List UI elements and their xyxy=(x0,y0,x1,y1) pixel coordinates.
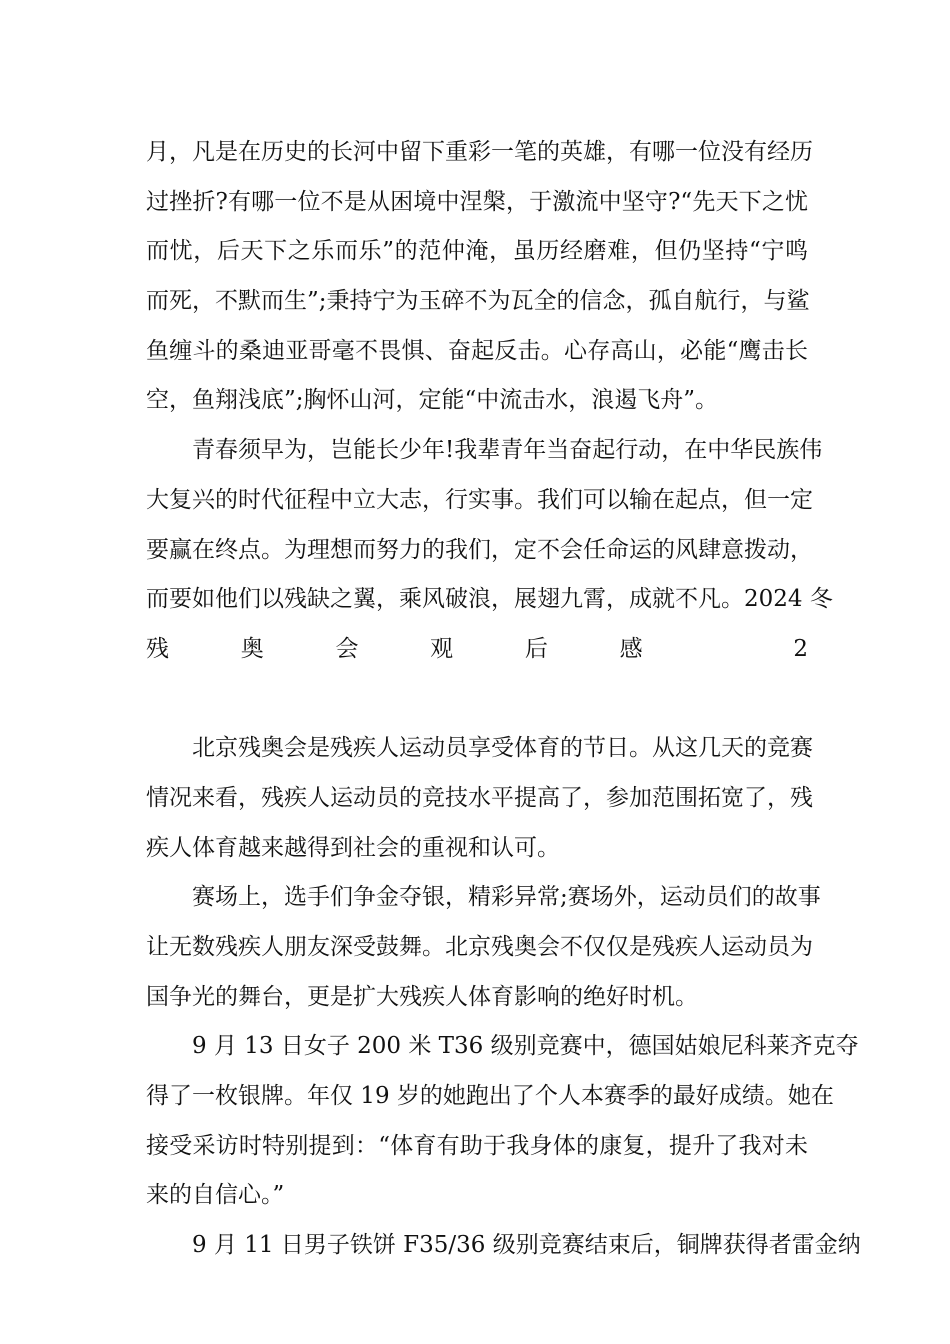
text-line: 来的自信心。” xyxy=(146,1182,285,1209)
text-line: 青春须早为，岂能长少年!我辈青年当奋起行动，在中华民族伟 xyxy=(192,437,823,464)
text-line: 而要如他们以残缺之翼，乘风破浪，展翅九霄，成就不凡。2024 冬 xyxy=(146,586,833,613)
text-line: 情况来看，残疾人运动员的竞技水平提高了，参加范围拓宽了，残 xyxy=(146,784,813,811)
text-line: 空，鱼翔浅底”;胸怀山河，定能“中流击水，浪遏飞舟”。 xyxy=(146,387,719,414)
section-heading xyxy=(146,675,808,725)
text-line: 疾人体育越来越得到社会的重视和认可。 xyxy=(146,834,560,861)
text-line: 而忧，后天下之乐而乐”的范仲淹，虽历经磨难，但仍坚持“宁鸣 xyxy=(146,238,808,265)
text-line: 要赢在终点。为理想而努力的我们，定不会任命运的风肆意拨动， xyxy=(146,536,813,563)
text-line: 得了一枚银牌。年仅 19 岁的她跑出了个人本赛季的最好成绩。她在 xyxy=(146,1083,834,1110)
text-line: 国争光的舞台，更是扩大残疾人体育影响的绝好时机。 xyxy=(146,983,698,1010)
text-line: 月，凡是在历史的长河中留下重彩一笔的英雄，有哪一位没有经历 xyxy=(146,139,813,165)
text-line: 9 月 11 日男子铁饼 F35/36 级别竞赛结束后，铜牌获得者雷金纳 xyxy=(192,1232,861,1259)
text-line: 而死，不默而生”;秉持宁为玉碎不为瓦全的信念，孤自航行，与鲨 xyxy=(146,288,810,315)
document-body xyxy=(146,128,861,1271)
text-line: 北京残奥会是残疾人运动员享受体育的节日。从这几天的竞赛 xyxy=(192,735,813,762)
text-line: 接受采访时特别提到：“体育有助于我身体的康复，提升了我对未 xyxy=(146,1132,808,1159)
text-line: 鱼缠斗的桑迪亚哥毫不畏惧、奋起反击。心存高山，必能“鹰击长 xyxy=(146,337,808,364)
text-line: 过挫折?有哪一位不是从困境中涅槃，于激流中坚守?“先天下之忧 xyxy=(146,188,808,215)
text-line: 9 月 13 日女子 200 米 T36 级别竞赛中，德国姑娘尼科莱齐克夺 xyxy=(192,1033,859,1060)
text-line: 让无数残疾人朋友深受鼓舞。北京残奥会不仅仅是残疾人运动员为 xyxy=(146,934,813,960)
text-line: 赛场上，选手们争金夺银，精彩异常;赛场外，运动员们的故事 xyxy=(192,884,821,911)
text-line: 残奥会观后感 2 xyxy=(146,635,808,662)
text-line: 大复兴的时代征程中立大志，行实事。我们可以输在起点，但一定 xyxy=(146,486,813,513)
